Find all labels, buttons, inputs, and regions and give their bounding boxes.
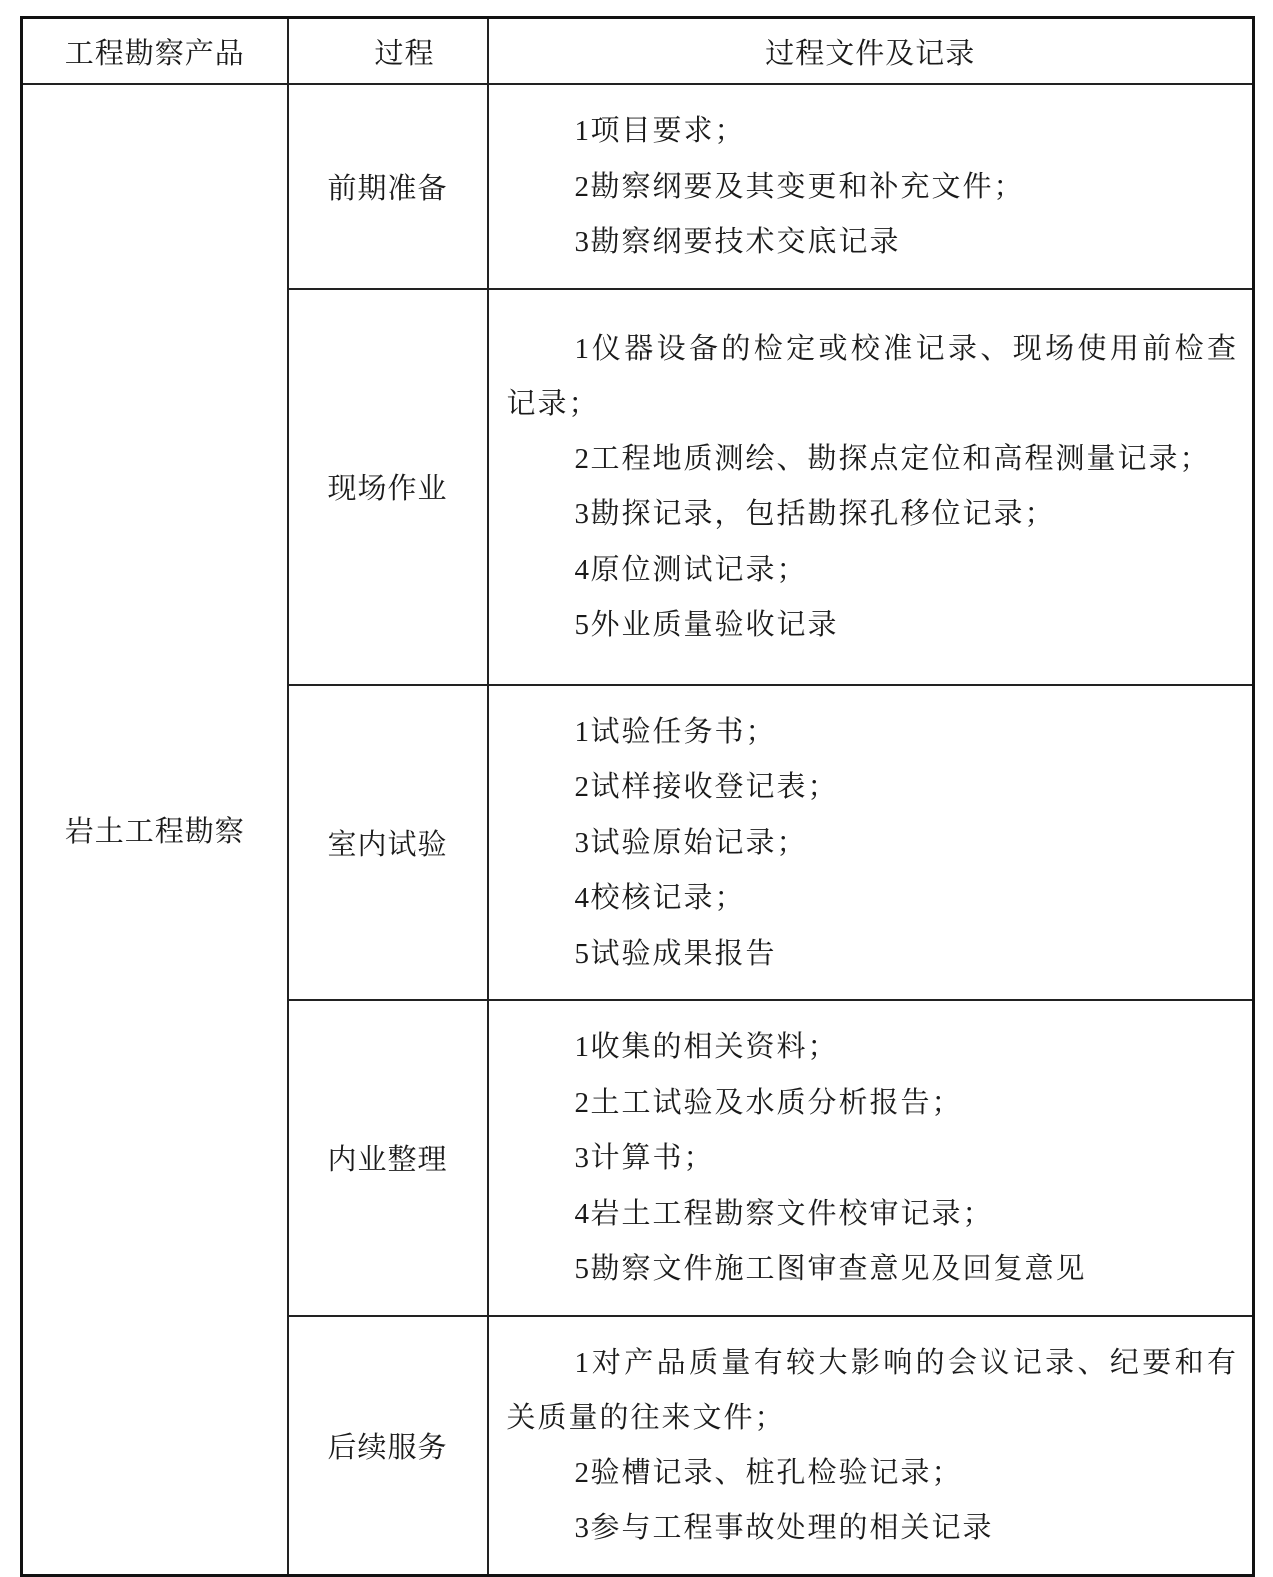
record-text: 计算书； [590, 1140, 715, 1174]
record-item [507, 1335, 1239, 1445]
record-text: 项目要求； [590, 113, 746, 147]
record-number: 5 [574, 609, 589, 641]
record-item [507, 1186, 1239, 1242]
record-item [507, 759, 1239, 815]
record-text: 岩土工程勘察文件校审记录； [590, 1195, 994, 1230]
record-number: 5 [574, 937, 589, 970]
record-item [507, 1241, 1239, 1297]
process-cell: 室内试验 [288, 685, 488, 1001]
record-item [507, 704, 1239, 760]
record-text: 试验任务书； [590, 713, 777, 748]
records-cell [488, 1316, 1254, 1576]
records-cell [488, 84, 1254, 289]
record-item [507, 1075, 1239, 1131]
record-text: 外业质量验收记录 [590, 607, 839, 641]
record-number: 4 [574, 1197, 589, 1230]
record-number: 1 [574, 332, 589, 365]
record-item [507, 542, 1239, 598]
record-number: 3 [574, 498, 589, 530]
record-number: 3 [574, 226, 589, 258]
record-text: 原位测试记录； [590, 551, 808, 586]
records-table [20, 16, 1255, 1577]
record-number: 3 [574, 1512, 589, 1544]
record-text: 勘察纲要技术交底记录 [590, 224, 901, 258]
record-text: 参与工程事故处理的相关记录 [590, 1510, 994, 1544]
record-text: 勘探记录，包括勘探孔移位记录； [590, 496, 1056, 530]
record-item [507, 1019, 1239, 1075]
record-item [507, 103, 1239, 159]
record-text: 试验原始记录； [590, 824, 808, 859]
record-number: 1 [574, 1031, 589, 1063]
record-number: 1 [574, 1346, 589, 1379]
record-text: 试验成果报告 [590, 935, 777, 970]
record-item [507, 214, 1239, 270]
record-item [507, 1130, 1239, 1186]
record-item [507, 1500, 1239, 1556]
records-cell [488, 685, 1254, 1001]
record-text: 对产品质量有较大影响的会议记录、纪要和有关质量的往来文件； [506, 1344, 1238, 1434]
record-number: 3 [574, 1142, 589, 1174]
record-item [507, 870, 1239, 926]
records-cell [488, 289, 1254, 685]
process-cell: 后续服务 [288, 1316, 488, 1576]
process-cell: 现场作业 [288, 289, 488, 685]
table-header-row [22, 18, 1254, 85]
record-text: 工程地质测绘、勘探点定位和高程测量记录； [590, 440, 1211, 475]
process-cell: 内业整理 [288, 1000, 488, 1316]
record-item [507, 486, 1239, 542]
record-text: 土工试验及水质分析报告； [590, 1084, 963, 1119]
record-number: 2 [574, 442, 589, 475]
record-item [507, 1445, 1239, 1501]
record-number: 2 [574, 771, 589, 803]
table-body [22, 84, 1254, 1575]
header-records: 过程文件及记录 [488, 18, 1254, 85]
record-number: 2 [574, 170, 589, 203]
record-item [507, 321, 1239, 431]
record-number: 2 [574, 1086, 589, 1119]
record-text: 收集的相关资料； [590, 1029, 839, 1063]
table-row [22, 84, 1254, 289]
record-text: 校核记录； [590, 880, 746, 914]
record-item [507, 815, 1239, 871]
header-product: 工程勘察产品 [22, 18, 288, 85]
record-number: 4 [574, 882, 589, 914]
record-text: 仪器设备的检定或校准记录、现场使用前检查记录； [506, 330, 1238, 420]
record-number: 2 [574, 1456, 589, 1489]
process-cell: 前期准备 [288, 84, 488, 289]
records-cell [488, 1000, 1254, 1316]
record-number: 4 [574, 553, 589, 586]
record-text: 勘察纲要及其变更和补充文件； [590, 168, 1025, 203]
record-number: 5 [574, 1253, 589, 1285]
record-text: 勘察文件施工图审查意见及回复意见 [590, 1251, 1087, 1285]
record-number: 1 [574, 115, 589, 147]
record-text: 试样接收登记表； [590, 769, 839, 803]
record-item [507, 597, 1239, 653]
record-text: 验槽记录、桩孔检验记录； [590, 1454, 963, 1489]
record-item [507, 159, 1239, 215]
record-item [507, 926, 1239, 982]
record-item [507, 431, 1239, 487]
product-cell: 岩土工程勘察 [22, 84, 288, 1575]
record-number: 3 [574, 826, 589, 859]
record-number: 1 [574, 715, 589, 748]
header-process: 过程 [288, 18, 488, 85]
